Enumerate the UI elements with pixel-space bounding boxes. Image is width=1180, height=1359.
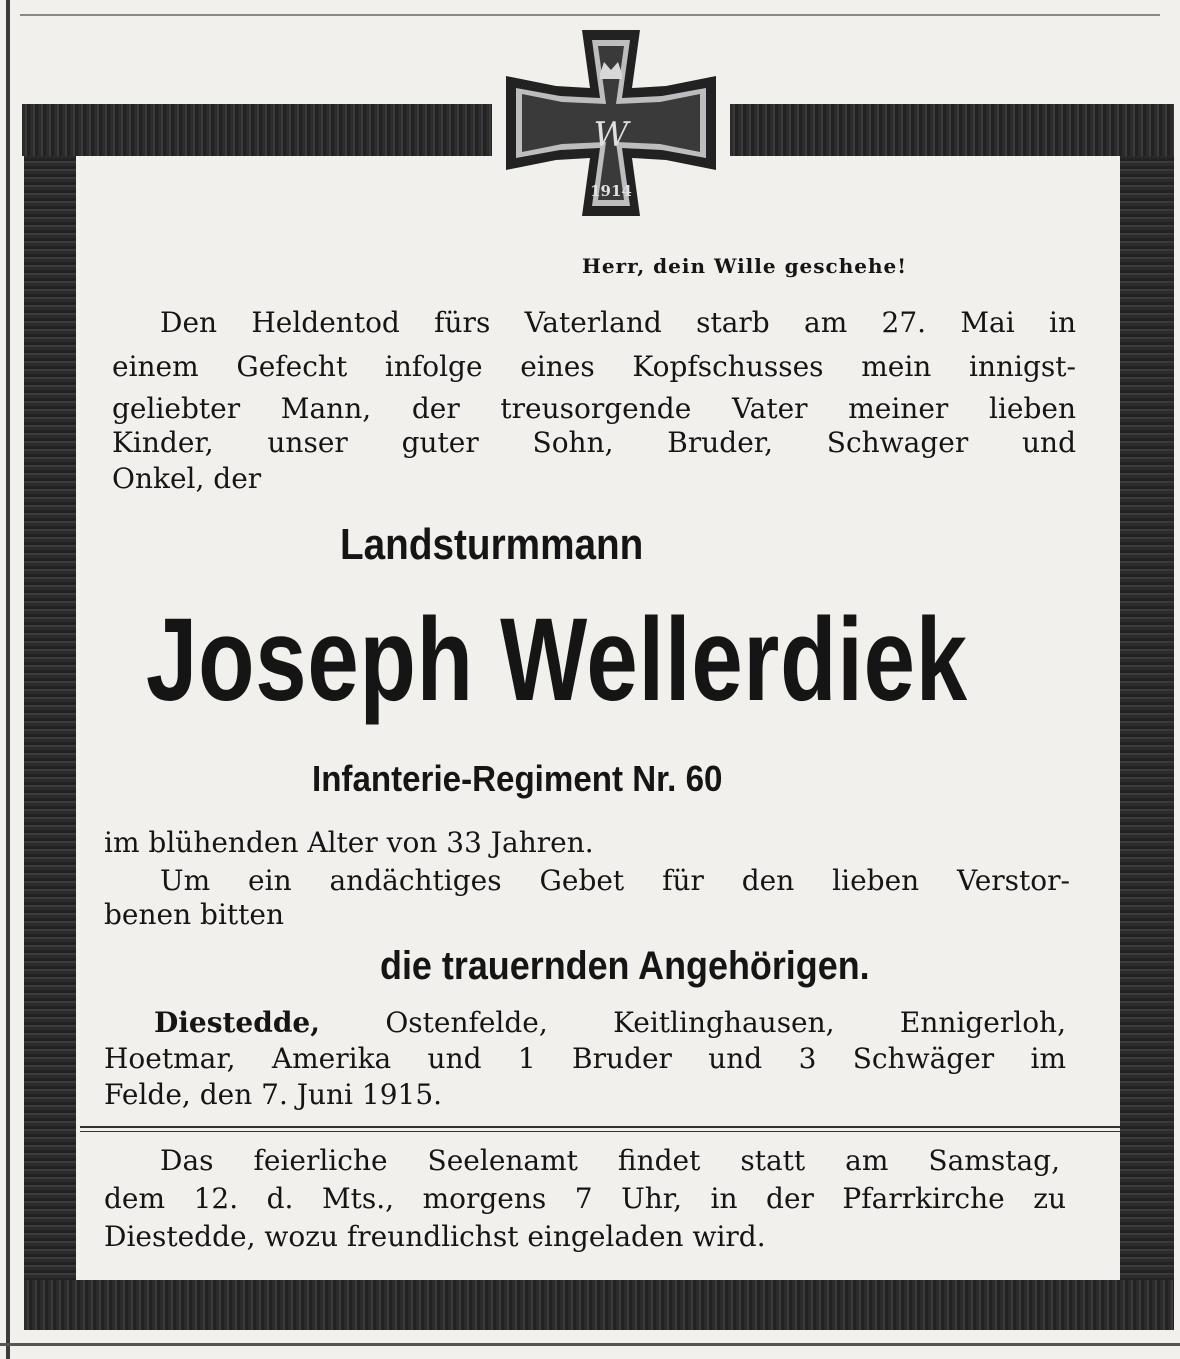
iron-cross-icon [500, 26, 722, 220]
column-rule-bottom [0, 1343, 1180, 1346]
intro-line-5: Onkel, der [112, 462, 262, 495]
places-line-1 [154, 1006, 1066, 1039]
mourning-border-top-right [730, 104, 1174, 156]
signers: die trauernden Angehörigen. [380, 944, 870, 988]
places-line-3: Felde, den 7. Juni 1915. [104, 1078, 443, 1111]
intro-line-3: geliebter Mann, der treusorgende Vater meiner lieben [112, 392, 1076, 425]
monogram-w: W [593, 115, 629, 155]
cross-year: 1914 [590, 182, 632, 200]
intro-line-2: einem Gefecht infolge eines Kopfschusses mein innigst- [112, 350, 1076, 383]
intro-line-4: Kinder, unser guter Sohn, Bruder, Schwager und [112, 426, 1076, 459]
service-line-3: Diestedde, wozu freundlichst eingeladen wird. [104, 1220, 766, 1253]
prayer-line-1: Um ein andächtiges Gebet für den lieben Verstor- [160, 864, 1070, 897]
deceased-name: Joseph Wellerdiek [146, 594, 968, 726]
places-line-2: Hoetmar, Amerika und 1 Bruder und 3 Schwäger im [104, 1042, 1066, 1075]
age-line: im blühenden Alter von 33 Jahren. [104, 826, 594, 859]
mourning-border-left [24, 156, 76, 1318]
section-divider [80, 1126, 1120, 1132]
column-rule-left [6, 0, 10, 1359]
prayer-line-2: benen bitten [104, 898, 285, 931]
column-rule-top [20, 14, 1160, 16]
mourning-border-bottom [24, 1280, 1174, 1330]
service-line-1: Das feierliche Seelenamt findet statt am Samstag, [160, 1144, 1060, 1177]
places-line-1-rest: Ostenfelde, Keitlinghausen, Ennigerloh, [385, 1006, 1066, 1039]
mourning-border-top-left [22, 104, 492, 156]
mourning-border-right [1120, 156, 1174, 1318]
intro-line-1: Den Heldentod fürs Vaterland starb am 27. Mai in [160, 306, 1076, 339]
motto: Herr, dein Wille geschehe! [582, 254, 908, 278]
first-place: Diestedde, [154, 1006, 320, 1039]
service-line-2: dem 12. d. Mts., morgens 7 Uhr, in der Pfarrkirche zu [104, 1182, 1066, 1215]
regiment: Infanterie-Regiment Nr. 60 [312, 758, 723, 799]
rank-title: Landsturmmann [340, 520, 644, 569]
